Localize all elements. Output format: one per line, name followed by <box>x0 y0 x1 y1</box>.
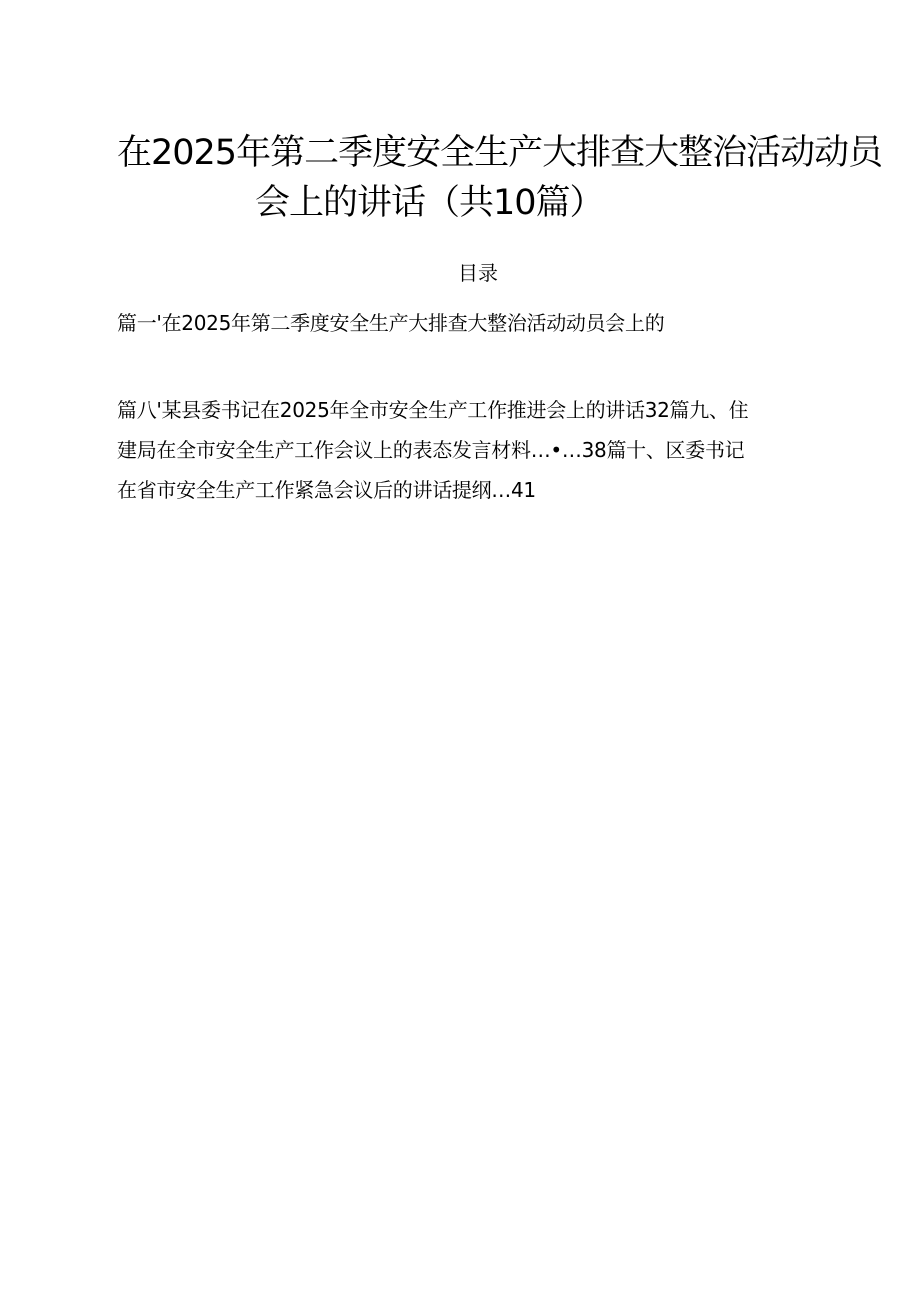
toc-heading: 目录 <box>458 261 498 285</box>
toc-entry-block <box>117 390 847 510</box>
toc-line-2: 建局在全市安全生产工作会议上的表态发言材料…•…38篇十、区委书记 <box>117 438 745 462</box>
document-title <box>117 128 883 228</box>
title-line-1: 在2025年第二季度安全生产大排查大整治活动动员 <box>117 133 883 173</box>
toc-line-1: 篇八'某县委书记在2025年全市安全生产工作推进会上的讲话32篇九、住 <box>117 398 749 422</box>
toc-entry-1: 篇一'在2025年第二季度安全生产大排查大整治活动动员会上的 <box>117 311 665 335</box>
title-line-2: 会上的讲话（共10篇） <box>255 183 604 223</box>
toc-line-3: 在省市安全生产工作紧急会议后的讲话提纲…41 <box>117 478 536 502</box>
